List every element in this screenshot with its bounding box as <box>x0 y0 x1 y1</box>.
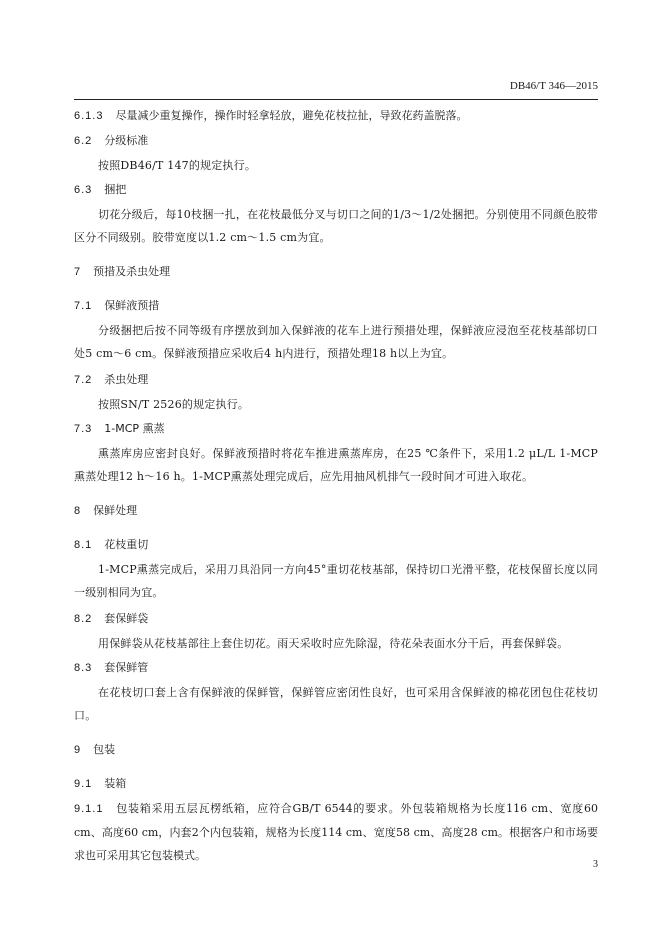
heading-title: 套保鲜管 <box>104 661 149 674</box>
heading-7-1 <box>74 295 598 317</box>
heading-9 <box>74 739 598 761</box>
heading-8-2 <box>74 608 598 630</box>
clause-text: 包装箱采用五层瓦楞纸箱，应符合GB/T 6544的要求。外包装箱规格为长度116 cm、宽度60 cm、高度60 cm，内套2个内包装箱，规格为长度114 cm、宽度58 cm、高度28 cm。根据客户和市场要求也可采用其它包装模式。 <box>74 802 598 862</box>
heading-title: 预措及杀虫处理 <box>93 265 171 278</box>
paragraph-7-3: 熏蒸库房应密封良好。保鲜液预措时将花车推进熏蒸库房，在25 ℃条件下，采用1.2 μL/L 1-MCP熏蒸处理12 h～16 h。1-MCP熏蒸处理完成后，应先用抽风机排气一段时间才可进入取花。 <box>74 447 598 483</box>
heading-title: 分级标准 <box>104 134 149 147</box>
paragraph-7-2: 按照SN/T 2526的规定执行。 <box>98 398 250 411</box>
heading-title: 包装 <box>93 743 116 756</box>
document-body <box>74 104 598 867</box>
heading-number: 9 <box>74 744 82 756</box>
heading-title: 保鲜处理 <box>93 504 138 517</box>
clause-text: 尽量减少重复操作，操作时轻拿轻放，避免花枝拉扯，导致花药盖脱落。 <box>115 109 468 122</box>
clause-number: 9.1.1 <box>74 803 104 815</box>
heading-6-2 <box>74 130 598 152</box>
heading-8-1 <box>74 534 598 556</box>
clause-6-1-3 <box>74 104 598 128</box>
paragraph-6-2: 按照DB46/T 147的规定执行。 <box>98 159 257 172</box>
heading-title: 1-MCP 熏蒸 <box>104 422 165 435</box>
heading-title: 捆把 <box>104 183 127 196</box>
paragraph-8-3: 在花枝切口套上含有保鲜液的保鲜管，保鲜管应密闭性良好，也可采用含保鲜液的棉花团包住花枝切口。 <box>74 686 598 722</box>
heading-number: 9.1 <box>74 778 93 790</box>
paragraph-8-1: 1-MCP熏蒸完成后，采用刀具沿同一方向45°重切花枝基部，保持切口光滑平整，花枝保留长度以同一级别相同为宜。 <box>74 563 598 599</box>
heading-number: 8.2 <box>74 613 93 625</box>
heading-6-3 <box>74 179 598 201</box>
heading-number: 7.1 <box>74 300 93 312</box>
clause-9-1-1 <box>74 797 598 867</box>
heading-number: 7.2 <box>74 374 93 386</box>
heading-8 <box>74 500 598 522</box>
heading-number: 6.3 <box>74 184 93 196</box>
heading-number: 8.3 <box>74 662 93 674</box>
header-rule <box>74 99 598 100</box>
heading-number: 7.3 <box>74 423 93 435</box>
heading-title: 花枝重切 <box>104 538 149 551</box>
heading-number: 8 <box>74 505 82 517</box>
standard-number: DB46/T 346—2015 <box>509 80 598 92</box>
heading-number: 6.2 <box>74 135 93 147</box>
paragraph-6-3: 切花分级后，每10枝捆一扎，在花枝最低分叉与切口之间的1/3～1/2处捆把。分别使用不同颜色胶带区分不同级别。胶带宽度以1.2 cm～1.5 cm为宜。 <box>74 208 598 244</box>
heading-title: 保鲜液预措 <box>104 299 160 312</box>
paragraph-8-2: 用保鲜袋从花枝基部往上套住切花。雨天采收时应先除湿，待花朵表面水分干后，再套保鲜袋。 <box>98 637 569 650</box>
page-number: 3 <box>593 859 598 870</box>
heading-7 <box>74 261 598 283</box>
heading-8-3 <box>74 657 598 679</box>
heading-title: 装箱 <box>104 777 127 790</box>
clause-number: 6.1.3 <box>74 110 104 122</box>
heading-number: 8.1 <box>74 539 93 551</box>
heading-9-1 <box>74 773 598 795</box>
heading-number: 7 <box>74 266 82 278</box>
paragraph-7-1: 分级捆把后按不同等级有序摆放到加入保鲜液的花车上进行预措处理，保鲜液应浸泡至花枝基部切口处5 cm～6 cm。保鲜液预措应采收后4 h内进行，预措处理18 h以上为宜。 <box>74 324 598 360</box>
heading-7-2 <box>74 369 598 391</box>
heading-title: 杀虫处理 <box>104 373 149 386</box>
heading-7-3 <box>74 418 598 440</box>
heading-title: 套保鲜袋 <box>104 612 149 625</box>
